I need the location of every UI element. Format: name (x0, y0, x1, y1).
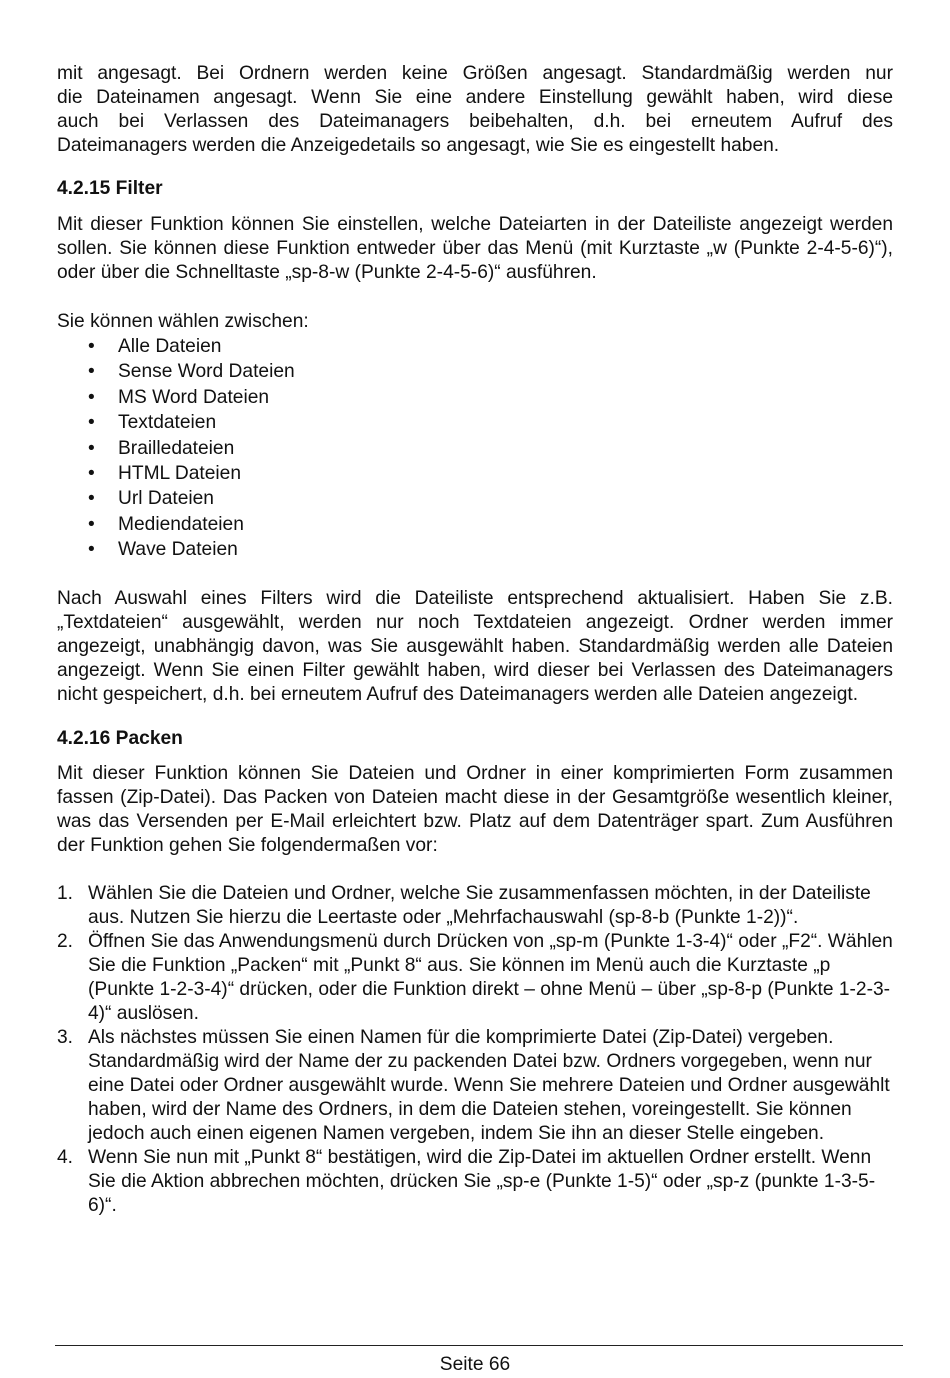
page-number: Seite 66 (439, 1354, 511, 1375)
bullet-icon: • (88, 386, 95, 408)
bullet-icon: • (88, 513, 95, 535)
filter-option-label: Alle Dateien (118, 336, 222, 357)
packen-steps-list (57, 882, 893, 1218)
packen-step-item (57, 1026, 893, 1146)
filter-option-item (57, 436, 893, 461)
bullet-icon: • (88, 463, 95, 485)
filter-intro-paragraph: Mit dieser Funktion können Sie einstellen, welche Dateiarten in der Dateiliste angezeigt werden sollen. Sie können diese Funktion entweder über das Menü (mit Kurztaste „w (Punkte 2-4-5-6)“), oder über die Schnelltaste „sp-8-w (Punkte 2-4-5-6)“ ausführen. (57, 214, 893, 283)
bullet-icon: • (88, 488, 95, 510)
section-heading-packen: 4.2.16 Packen (57, 727, 183, 749)
filter-option-item (57, 486, 893, 511)
filter-option-item (57, 461, 893, 486)
filter-option-label: Textdateien (118, 412, 217, 434)
bullet-icon: • (88, 361, 95, 383)
step-text: Wenn Sie nun mit „Punkt 8“ bestätigen, wird die Zip-Datei im aktuellen Ordner erstellt. Wenn Sie die Aktion abbrechen möchten, drücken Sie „sp-e (Punkte 1-5)“ oder „sp-z (punkte 1-3-5-6)“. (88, 1146, 876, 1216)
packen-intro-paragraph: Mit dieser Funktion können Sie Dateien und Ordner in einer komprimierten Form zusammen fassen (Zip-Datei). Das Packen von Dateien macht diese in der Gesamtgröße wesentlich kleiner, was das Versenden per E-Mail erleichtert bzw. Platz auf dem Datenträger spart. Zum Ausführen der Funktion gehen Sie folgendermaßen vor: (57, 762, 893, 856)
filter-option-label: Mediendateien (118, 513, 244, 535)
intro-line: mit angesagt. Bei Ordnern werden keine Größen angesagt. Standardmäßig werden nur (57, 63, 893, 84)
filter-option-label: Brailledateien (118, 437, 235, 459)
filter-result-paragraph: Nach Auswahl eines Filters wird die Dateiliste entsprechend aktualisiert. Haben Sie z.B. „Textdateien“ ausgewählt, werden nur noch Textdateien angezeigt. Ordner werden immer angezeigt, unabhängig davon, was Sie ausgewählt haben. Standardmäßig werden alle Dateien angezeigt. Wenn Sie einen Filter gewählt haben, wird dieser bei Verlassen des Dateimanagers nicht gespeichert, d.h. bei erneutem Aufruf des Dateimanagers werden alle Dateien angezeigt. (57, 587, 893, 705)
packen-step-item (57, 930, 893, 1026)
filter-option-label: Wave Dateien (118, 539, 238, 561)
step-number: 1. (57, 882, 74, 904)
document-page (57, 62, 893, 1218)
intro-line: die Dateinamen angesagt. Wenn Sie eine andere Einstellung gewählt haben, wird diese (57, 87, 893, 108)
filter-option-item (57, 410, 893, 435)
filter-option-label: Sense Word Dateien (118, 361, 295, 383)
step-number: 3. (57, 1026, 74, 1048)
intro-line: auch bei Verlassen des Dateimanagers beibehalten, d.h. bei erneutem Aufruf des (57, 111, 893, 132)
intro-paragraph (57, 62, 893, 158)
filter-option-item (57, 334, 893, 359)
filter-option-item (57, 512, 893, 537)
bullet-icon: • (88, 437, 95, 459)
filter-options-list (57, 334, 893, 563)
step-number: 2. (57, 930, 74, 952)
filter-option-item (57, 537, 893, 562)
packen-step-item (57, 882, 893, 930)
filter-option-item (57, 359, 893, 384)
filter-option-item (57, 385, 893, 410)
filter-choose-label: Sie können wählen zwischen: (57, 311, 309, 332)
bullet-icon: • (88, 336, 95, 357)
step-number: 4. (57, 1146, 74, 1168)
filter-option-label: Url Dateien (118, 488, 214, 510)
filter-option-label: HTML Dateien (118, 463, 241, 485)
intro-line: Dateimanagers werden die Anzeigedetails so angesagt, wie Sie es eingestellt haben. (57, 135, 780, 156)
step-text: Als nächstes müssen Sie einen Namen für die komprimierte Datei (Zip-Datei) vergeben. Standardmäßig wird der Name der zu packenden Datei bzw. Ordners vorgegeben, wenn nur eine Datei oder Ordner ausgewählt wurde. Wenn Sie mehrere Dateien und Ordner ausgewählt haben, wird der Name des Ordners, in dem die Dateien stehen, voreingestellt. Sie können jedoch auch einen eigenen Namen vergeben, indem Sie ihn an dieser Stelle eingeben. (88, 1026, 890, 1144)
step-text: Öffnen Sie das Anwendungsmenü durch Drücken von „sp-m (Punkte 1-3-4)“ oder „F2“. Wählen Sie die Funktion „Packen“ mit „Punkt 8“ aus. Sie können im Menü auch die Kurztaste „p (Punkte 1-2-3-4)“ drücken, oder die Funktion direkt – ohne Menü – über „sp-8-p (Punkte 1-2-3-4)“ auslösen. (88, 930, 893, 1024)
bullet-icon: • (88, 412, 95, 434)
packen-step-item (57, 1146, 893, 1218)
bullet-icon: • (88, 539, 95, 561)
section-heading-filter: 4.2.15 Filter (57, 178, 163, 199)
filter-option-label: MS Word Dateien (118, 386, 270, 408)
step-text: Wählen Sie die Dateien und Ordner, welche Sie zusammenfassen möchten, in der Dateiliste aus. Nutzen Sie hierzu die Leertaste oder „Mehrfachauswahl (sp-8-b (Punkte 1-2))“. (88, 882, 871, 928)
footer-divider (55, 1345, 903, 1346)
